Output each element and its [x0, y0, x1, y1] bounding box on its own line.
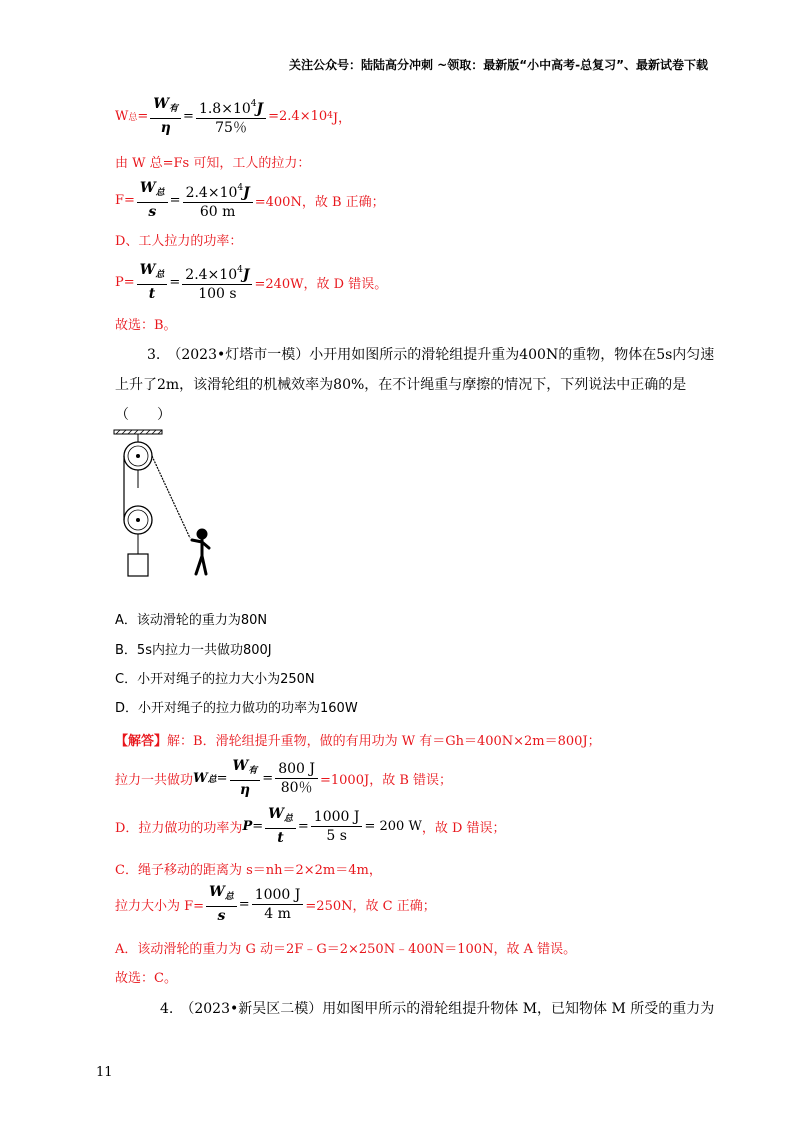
fraction: $\frac{1000 J}{4 m}$: [252, 887, 304, 922]
answer-line-6: A．该动滑轮的重力为 G 动＝2F﹣G＝2×250N﹣400N＝100N，故 A 错误。: [115, 942, 577, 957]
fraction: $\frac{W_总}{s}$: [137, 180, 168, 220]
fs-text: 由 W 总=Fs 可知，工人的拉力：: [115, 156, 311, 171]
answer-line-1: 【解答】解：B．滑轮组提升重物，做的有用功为 W 有＝Gh＝400N×2m＝800J；: [115, 734, 601, 749]
fraction: $\frac{W_总}{t}$: [137, 262, 168, 302]
pulley-diagram: [112, 428, 222, 580]
force-formula: F= $\frac{W_总}{s}$ = $\frac{2.4\times 10^4J}{60 m}$ =400N，故 B 正确；: [115, 180, 385, 220]
fraction: $\frac{1000 J}{5 s}$: [311, 809, 363, 844]
fraction: $\frac{800 J}{80\%}$: [275, 761, 318, 796]
question-3-text: 3. （2023•灯塔市一模）小开用如图所示的滑轮组提升重为400N的重物，物体在5s内匀速上升了2m，该滑轮组的机械效率为80%，在不计绳重与摩擦的情况下，下列说法中正确的是（ ）: [115, 347, 715, 423]
fraction: $\frac{2.4\times 10^4J}{100 s}$: [182, 262, 252, 302]
prev-choice: 故选：B。: [115, 318, 177, 333]
fraction: $\frac{W_有}{\eta}$: [230, 758, 261, 798]
d-text: D、工人拉力的功率：: [115, 234, 243, 249]
option-a: A．该动滑轮的重力为80N: [115, 613, 268, 628]
answer-line-4: C．绳子移动的距离为 s＝nh＝2×2m＝4m，: [115, 863, 382, 878]
fraction: $\frac{1.8\times 10^4J}{75\%}$: [196, 96, 266, 136]
fraction: $\frac{W_有}{\eta}$: [150, 96, 181, 136]
option-b: B．5s内拉力一共做功800J: [115, 643, 272, 658]
question-4-text: 4. （2023•新吴区二模）用如图甲所示的滑轮组提升物体 M，已知物体 M 所受的重力为: [160, 1001, 715, 1017]
answer-choice: 故选：C。: [115, 971, 177, 986]
fraction: $\frac{W_总}{t}$: [265, 806, 296, 846]
page-number: 11: [96, 1065, 113, 1080]
page-header: 关注公众号：陆陆高分冲刺 ~领取：最新版“小中高考-总复习”、最新试卷下载: [289, 58, 708, 72]
fraction: $\frac{W_总}{s}$: [206, 884, 237, 924]
w-total-formula: W 总 = $\frac{W_有}{\eta}$ = $\frac{1.8\times 10^4J}{75\%}$ =2.4×10 4 J，: [115, 96, 352, 136]
answer-power-formula: D．拉力做功的功率为 P = $\frac{W_总}{t}$ = $\frac{1000 J}{5 s}$ = 200 W ，故 D 错误；: [115, 806, 506, 846]
fraction: $\frac{2.4\times 10^4J}{60 m}$: [183, 180, 253, 220]
answer-force-formula: 拉力大小为 F= $\frac{W_总}{s}$ = $\frac{1000 J}{4 m}$ =250N，故 C 正确；: [115, 884, 436, 924]
answer-work-formula: 拉力一共做功 W 总 = $\frac{W_有}{\eta}$ = $\frac{800 J}{80\%}$ =1000J，故 B 错误；: [115, 758, 453, 798]
option-d: D．小开对绳子的拉力做功的功率为160W: [115, 701, 358, 716]
option-c: C．小开对绳子的拉力大小为250N: [115, 672, 315, 687]
power-formula: P= $\frac{W_总}{t}$ = $\frac{2.4\times 10^4J}{100 s}$ =240W，故 D 错误。: [115, 262, 388, 302]
